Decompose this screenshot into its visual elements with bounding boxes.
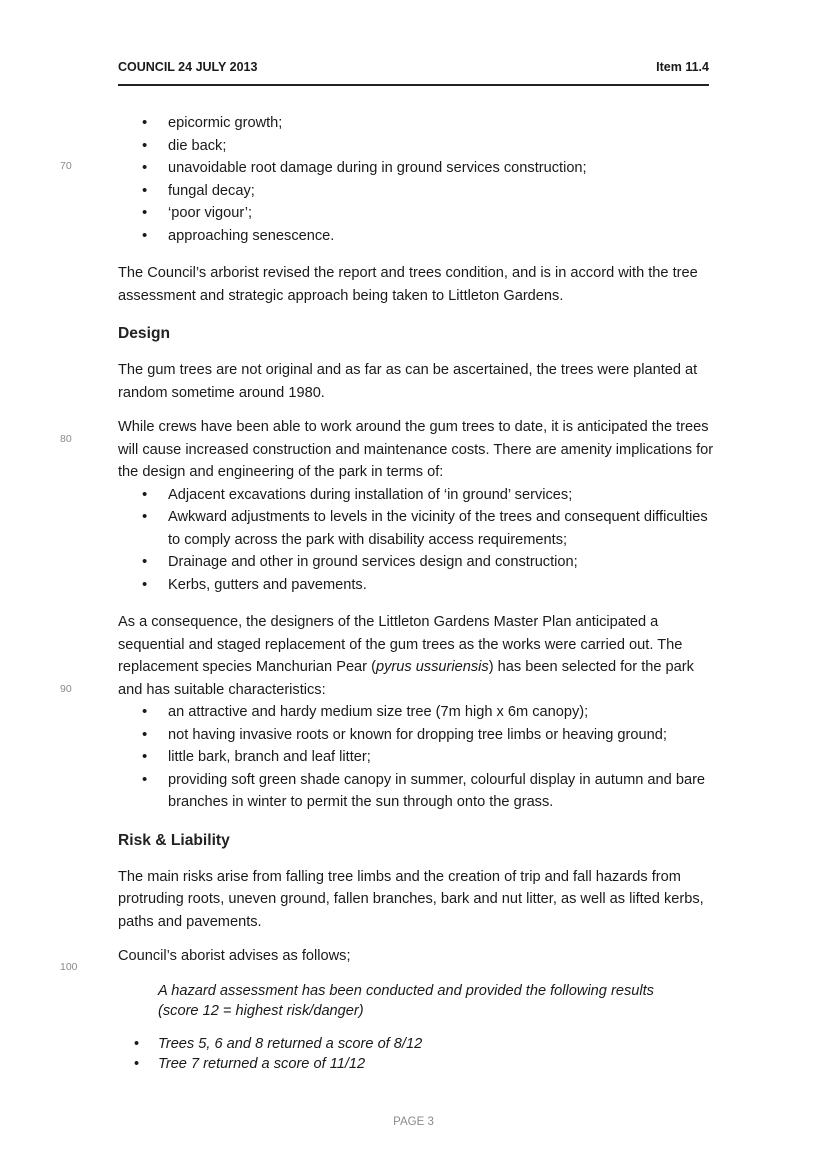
line-number: 100 [60, 961, 78, 973]
paragraph: The gum trees are not original and as far as can be ascertained, the trees were planted at random sometime around 1980. [118, 362, 698, 401]
paragraph: The Council’s arborist revised the report and trees condition, and is in accord with the tree assessment and strategic approach being taken to Littleton Gardens. [118, 265, 698, 304]
meeting-title: COUNCIL 24 JULY 2013 [118, 60, 258, 74]
paragraph: The main risks arise from falling tree limbs and the creation of trip and fall hazards from protruding roots, uneven ground, fallen branches, bark and nut litter, as well as lifted kerbs, paths and pavements. [118, 868, 704, 930]
list-item: • providing soft green shade canopy in summer, colourful display in autumn and bare branches in winter to permit the sun through onto the grass. [118, 769, 718, 814]
item-number: Item 11.4 [656, 60, 709, 74]
list-item: • Drainage and other in ground services design and construction; [118, 551, 718, 574]
line-number: 90 [60, 683, 72, 695]
section-heading: Design [118, 325, 170, 342]
list-item: • epicormic growth; [118, 112, 718, 135]
paragraph: As a consequence, the designers of the Littleton Gardens Master Plan anticipated a sequential and staged replacement of the gum trees as the works were carried out. The replacement species Manchurian Pear (pyrus ussuriensis) has been selected for the park and has suitable characteristics: [118, 614, 694, 698]
section-heading: Risk & Liability [118, 831, 230, 849]
quoted-bullet-list [118, 1034, 718, 1075]
page-number: PAGE 3 [393, 1116, 434, 1128]
bullet-list [118, 484, 718, 597]
list-item: • Awkward adjustments to levels in the vicinity of the trees and consequent difficulties to comply across the park with disability access requirements; [118, 506, 718, 551]
list-item: • ‘poor vigour’; [118, 202, 718, 225]
line-number: 80 [60, 433, 72, 445]
species-name: pyrus ussuriensis [375, 659, 489, 675]
list-item: • Adjacent excavations during installation of ‘in ground’ services; [118, 484, 718, 507]
list-item: • die back; [118, 135, 718, 158]
list-item: • fungal decay; [118, 180, 718, 203]
bullet-list [118, 112, 718, 247]
list-item: • not having invasive roots or known for dropping tree limbs or heaving ground; [118, 724, 718, 747]
quoted-advice: A hazard assessment has been conducted and provided the following results (score 12 = highest risk/danger) [158, 982, 654, 1019]
list-item: • Kerbs, gutters and pavements. [118, 574, 718, 597]
paragraph: Council’s aborist advises as follows; [118, 948, 351, 964]
list-item: • Trees 5, 6 and 8 returned a score of 8/12 [118, 1034, 718, 1055]
page-header [118, 58, 709, 86]
paragraph: While crews have been able to work around the gum trees to date, it is anticipated the trees will cause increased construction and maintenance costs. There are amenity implications for the design and engineering of the park in terms of: [118, 419, 714, 480]
list-item: • approaching senescence. [118, 225, 718, 248]
list-item: • Tree 7 returned a score of 11/12 [118, 1054, 718, 1075]
list-item: • little bark, branch and leaf litter; [118, 746, 718, 769]
list-item: • unavoidable root damage during in ground services construction; [118, 157, 718, 180]
bullet-list [118, 701, 718, 814]
line-number: 70 [60, 160, 72, 172]
document-body [118, 112, 718, 1075]
list-item: • an attractive and hardy medium size tree (7m high x 6m canopy); [118, 701, 718, 724]
